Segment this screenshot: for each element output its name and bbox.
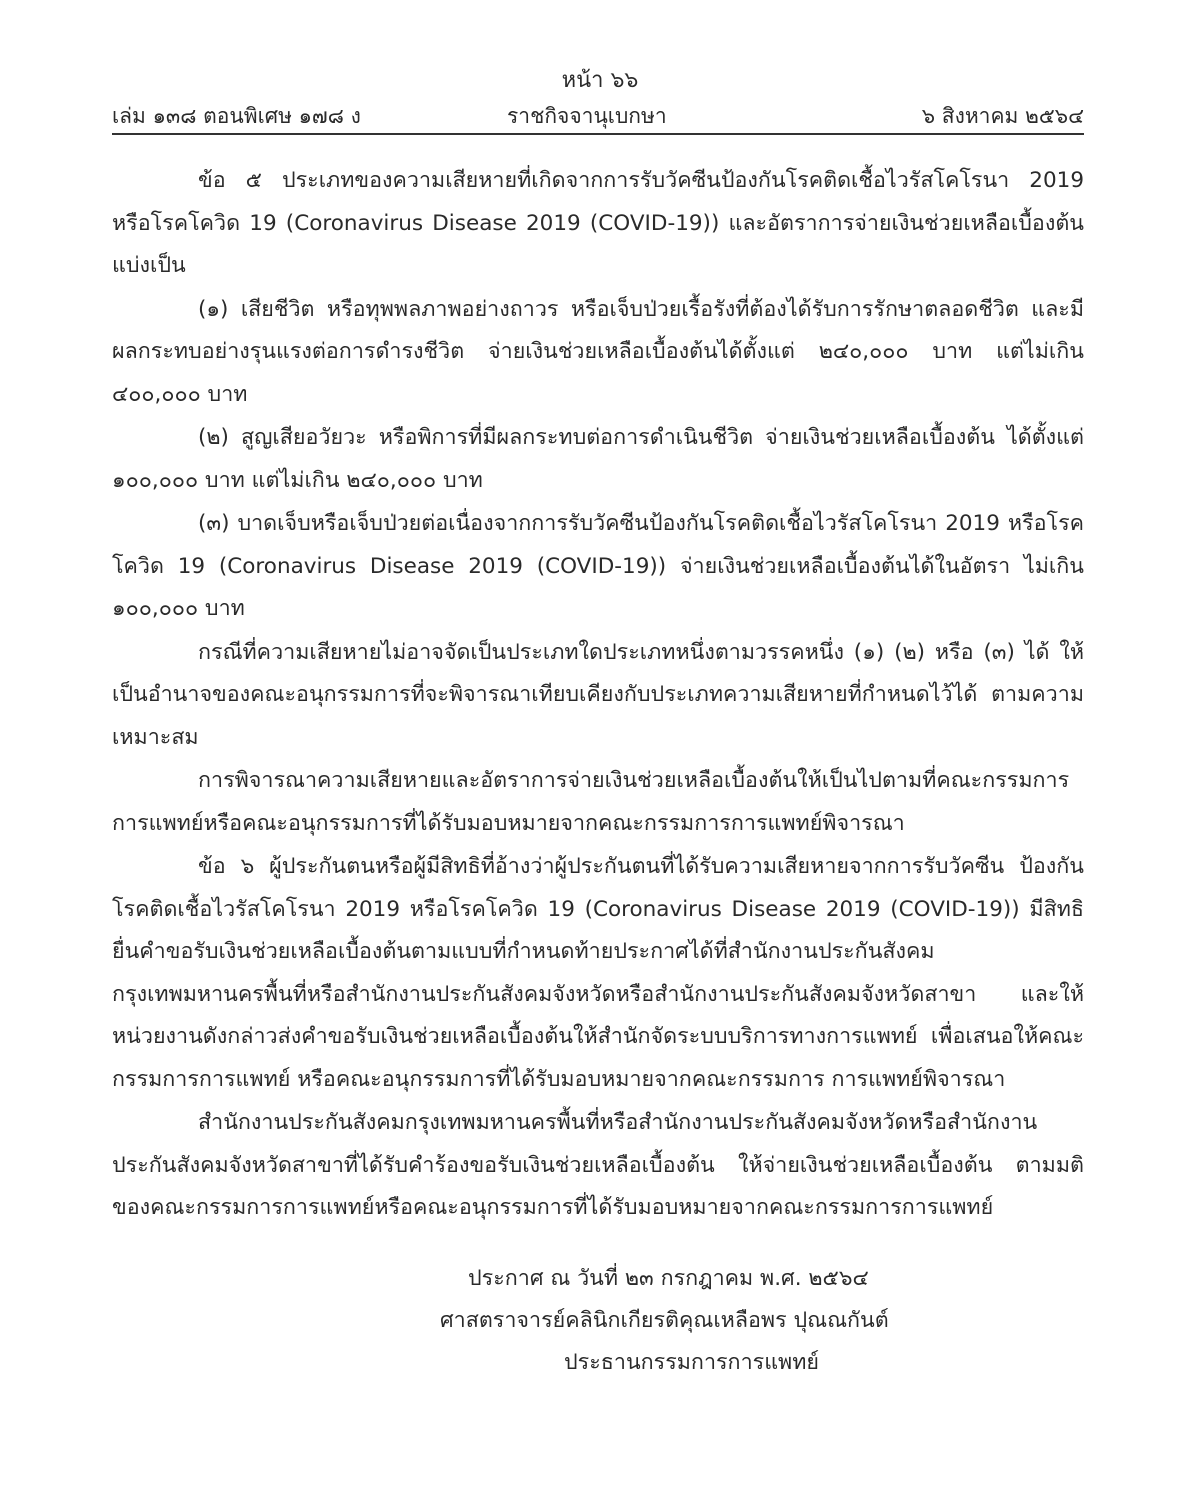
paragraph-other-cases: กรณีที่ความเสียหายไม่อาจจัดเป็นประเภทใดประเภทหนึ่งตามวรรคหนึ่ง (๑) (๒) หรือ (๓) ได้ ให้เป็นอำนาจของคณะอนุกรรมการที่จะพิจารณาเทียบเคียงกับประเภทความเสียหายที่กำหนดไว้ได้ ตามความเหมาะสม (112, 639, 1084, 750)
paragraph-item-1: (๑) เสียชีวิต หรือทุพพลภาพอย่างถาวร หรือเจ็บป่วยเรื้อรังที่ต้องได้รับการรักษาตลอดชีวิต และมีผลกระทบอย่างรุนแรงต่อการดำรงชีวิต จ่ายเงินช่วยเหลือเบื้องต้นได้ตั้งแต่ ๒๔๐,๐๐๐ บาท แต่ไม่เกิน ๔๐๐,๐๐๐ บาท (112, 296, 1084, 407)
paragraph-item-3: (๓) บาดเจ็บหรือเจ็บป่วยต่อเนื่องจากการรับวัคซีนป้องกันโรคติดเชื้อไวรัสโคโรนา 2019 หรือโรคโควิด 19 (Coronavirus Disease 2019 (COVID-19)) จ่ายเงินช่วยเหลือเบื้องต้นได้ในอัตรา ไม่เกิน ๑๐๐,๐๐๐ บาท (112, 511, 1084, 621)
paragraph-item-2: (๒) สูญเสียอวัยวะ หรือพิการที่มีผลกระทบต่อการดำเนินชีวิต จ่ายเงินช่วยเหลือเบื้องต้น ได้ตั้งแต่ ๑๐๐,๐๐๐ บาท แต่ไม่เกิน ๒๔๐,๐๐๐ บาท (112, 425, 1084, 493)
paragraph-payment: สำนักงานประกันสังคมกรุงเทพมหานครพื้นที่หรือสำนักงานประกันสังคมจังหวัดหรือสำนักงาน ประกันสังคมจังหวัดสาขาที่ได้รับคำร้องขอรับเงินช่วยเหลือเบื้องต้น ให้จ่ายเงินช่วยเหลือเบื้องต้น ตามมติของคณะกรรมการการแพทย์หรือคณะอนุกรรมการที่ได้รับมอบหมายจากคณะกรรมการการแพทย์ (112, 1110, 1084, 1220)
signature-block (440, 1258, 1000, 1384)
publication-name: ราชกิจจานุเบกษา (507, 104, 667, 128)
paragraph-consideration: การพิจารณาความเสียหายและอัตราการจ่ายเงินช่วยเหลือเบื้องต้นให้เป็นไปตามที่คณะกรรมการ การแพทย์หรือคณะอนุกรรมการที่ได้รับมอบหมายจากคณะกรรมการการแพทย์พิจารณา (112, 768, 1070, 836)
paragraph-clause-6: ข้อ ๖ ผู้ประกันตนหรือผู้มีสิทธิที่อ้างว่าผู้ประกันตนที่ได้รับความเสียหายจากการรับวัคซีน ป้องกันโรคติดเชื้อไวรัสโคโรนา 2019 หรือโรคโควิด 19 (Coronavirus Disease 2019 (COVID-19)) มีสิทธิยื่นคำขอรับเงินช่วยเหลือเบื้องต้นตามแบบที่กำหนดท้ายประกาศได้ที่สำนักงานประกันสังคม กรุงเทพมหานครพื้นที่หรือสำนักงานประกันสังคมจังหวัดหรือสำนักงานประกันสังคมจังหวัดสาขา และให้หน่วยงานดังกล่าวส่งคำขอรับเงินช่วยเหลือเบื้องต้นให้สำนักจัดระบบบริการทางการแพทย์ เพื่อเสนอให้คณะกรรมการการแพทย์ หรือคณะอนุกรรมการที่ได้รับมอบหมายจากคณะกรรมการ การแพทย์พิจารณา (112, 854, 1084, 1092)
header-divider (112, 133, 1084, 135)
signatory-name: ศาสตราจารย์คลินิกเกียรติคุณเหลือพร ปุณณกันต์ (440, 1308, 889, 1333)
paragraph-clause-5: ข้อ ๕ ประเภทของความเสียหายที่เกิดจากการรับวัคซีนป้องกันโรคติดเชื้อไวรัสโคโรนา 2019 หรือโรคโควิด 19 (Coronavirus Disease 2019 (COVID-19)) และอัตราการจ่ายเงินช่วยเหลือเบื้องต้น แบ่งเป็น (112, 168, 1084, 278)
volume-issue: เล่ม ๑๓๘ ตอนพิเศษ ๑๗๘ ง (112, 104, 361, 128)
gazette-header (112, 100, 1084, 130)
signatory-position: ประธานกรรมการการแพทย์ (564, 1350, 819, 1375)
page-number: หน้า ๖๖ (561, 68, 639, 93)
announcement-date: ประกาศ ณ วันที่ ๒๓ กรกฎาคม พ.ศ. ๒๕๖๔ (468, 1266, 869, 1291)
publication-date: ๖ สิงหาคม ๒๕๖๔ (921, 104, 1084, 128)
document-body (112, 160, 1084, 1230)
